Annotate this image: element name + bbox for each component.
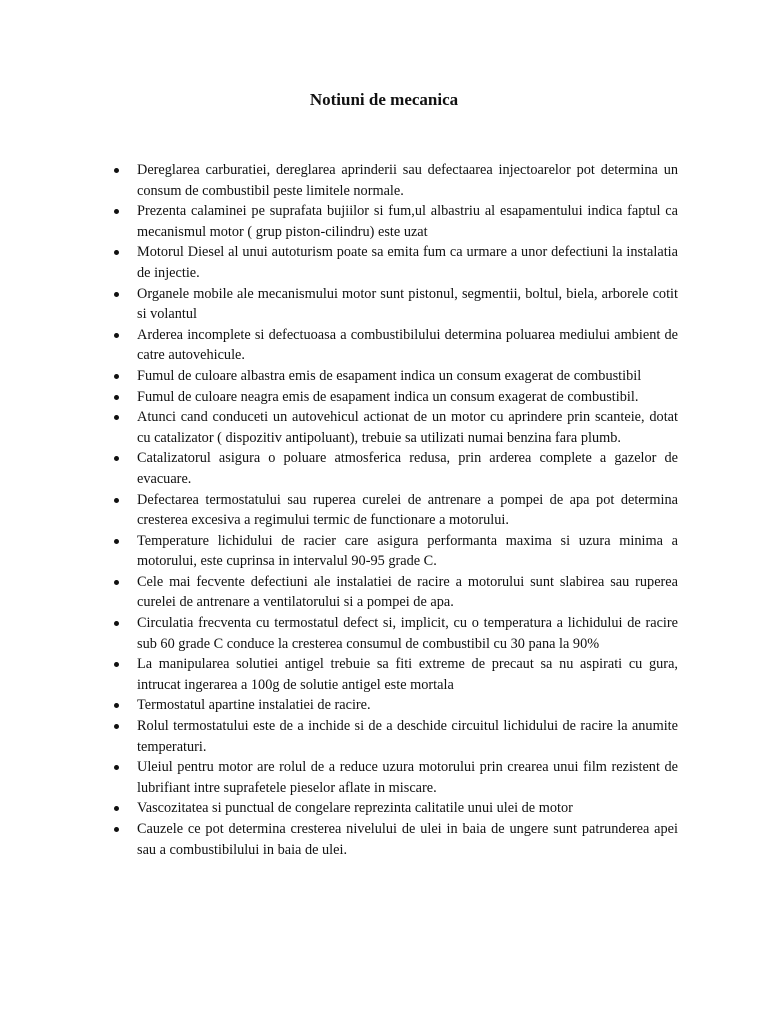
list-item — [137, 531, 678, 572]
list-item-text: Motorul Diesel al unui autoturism poate sa emita fum ca urmare a unor defectiuni la instalatia de injectie. — [137, 244, 678, 281]
list-item-text: Prezenta calaminei pe suprafata bujiilor si fum,ul albastriu al esapamentului indica faptul ca mecanismul motor ( grup piston-cilindru) este uzat — [137, 203, 678, 240]
list-item — [137, 757, 678, 798]
list-item — [137, 387, 678, 408]
bullet-icon — [114, 415, 119, 420]
bullet-icon — [114, 333, 119, 338]
list-item — [137, 716, 678, 757]
bullet-icon — [114, 395, 119, 400]
list-item — [137, 284, 678, 325]
bullet-icon — [114, 498, 119, 503]
list-item — [137, 242, 678, 283]
list-item-text: Organele mobile ale mecanismului motor sunt pistonul, segmentii, boltul, biela, arborele cotit si volantul — [137, 285, 678, 323]
bullet-icon — [114, 827, 119, 832]
list-item-text: Circulatia frecventa cu termostatul defect si, implicit, cu o temperatura a lichidului de racire sub 60 grade C conduce la cresterea consumul de combustibil cu 30 pana la 90% — [137, 615, 678, 652]
bullet-icon — [114, 539, 119, 544]
list-item — [137, 160, 678, 201]
bullet-icon — [114, 374, 119, 379]
list-item — [137, 366, 678, 387]
bullet-icon — [114, 209, 119, 214]
list-item-text: Atunci cand conduceti un autovehicul actionat de un motor cu aprindere prin scanteie, dotat cu catalizator ( dispozitiv antipoluant), trebuie sa utilizati numai benzina fara plumb. — [137, 409, 678, 446]
bullet-icon — [114, 168, 119, 173]
list-item — [137, 654, 678, 695]
bullet-icon — [114, 765, 119, 770]
bullet-icon — [114, 621, 119, 626]
list-item-text: Defectarea termostatului sau ruperea curelei de antrenare a pompei de apa pot determina cresterea excesiva a regimului termic de functionare a motorului. — [137, 491, 678, 529]
list-item — [137, 572, 678, 613]
list-item — [137, 490, 678, 531]
list-item-text: Temperature lichidului de racier care asigura performanta maxima si uzura minima a motorului, este cuprinsa in intervalul 90-95 grade C. — [137, 532, 678, 570]
list-item — [137, 407, 678, 448]
list-item-text: Vascozitatea si punctual de congelare reprezinta calitatile unui ulei de motor — [137, 800, 573, 817]
list-item-text: Rolul termostatului este de a inchide si de a deschide circuitul lichidului de racire la anumite temperaturi. — [137, 718, 678, 755]
bullet-icon — [114, 292, 119, 297]
bullet-icon — [114, 456, 119, 461]
bullet-icon — [114, 580, 119, 585]
bullet-list — [137, 160, 678, 860]
list-item — [137, 798, 678, 819]
list-item-text: Cele mai fecvente defectiuni ale instalatiei de racire a motorului sunt slabirea sau ruperea curelei de antrenare a ventilatorului si a pompei de apa. — [137, 573, 678, 611]
list-item-text: Cauzele ce pot determina cresterea nivelului de ulei in baia de ungere sunt patrunderea apei sau a combustibilului in baia de ulei. — [137, 821, 678, 858]
list-item — [137, 201, 678, 242]
list-item — [137, 325, 678, 366]
list-item-text: Catalizatorul asigura o poluare atmosferica redusa, prin arderea complete a gazelor de evacuare. — [137, 450, 678, 487]
list-item-text: Uleiul pentru motor are rolul de a reduce uzura motorului prin crearea unui film rezistent de lubrifiant intre suprafetele pieselor aflate in miscare. — [137, 759, 678, 796]
list-item — [137, 695, 678, 716]
list-item-text: Fumul de culoare albastra emis de esapament indica un consum exagerat de combustibil — [137, 367, 642, 384]
bullet-icon — [114, 250, 119, 255]
list-item — [137, 613, 678, 654]
bullet-icon — [114, 662, 119, 667]
list-item-text: La manipularea solutiei antigel trebuie sa fiti extreme de precaut sa nu aspirati cu gura, intrucat ingerarea a 100g de solutie antigel este mortala — [137, 656, 678, 693]
bullet-icon — [114, 806, 119, 811]
list-item-text: Arderea incomplete si defectuoasa a combustibilului determina poluarea mediului ambient de catre autovehicule. — [137, 326, 678, 364]
document-title: Notiuni de mecanica — [309, 90, 459, 109]
list-item — [137, 448, 678, 489]
list-item-text: Dereglarea carburatiei, dereglarea aprinderii sau defectaarea injectoarelor pot determina un consum de combustibil peste limitele normale. — [137, 162, 678, 199]
list-item-text: Fumul de culoare neagra emis de esapament indica un consum exagerat de combustibil. — [137, 388, 639, 405]
bullet-icon — [114, 703, 119, 708]
list-item — [137, 819, 678, 860]
bullet-icon — [114, 724, 119, 729]
list-item-text: Termostatul apartine instalatiei de racire. — [137, 697, 371, 714]
